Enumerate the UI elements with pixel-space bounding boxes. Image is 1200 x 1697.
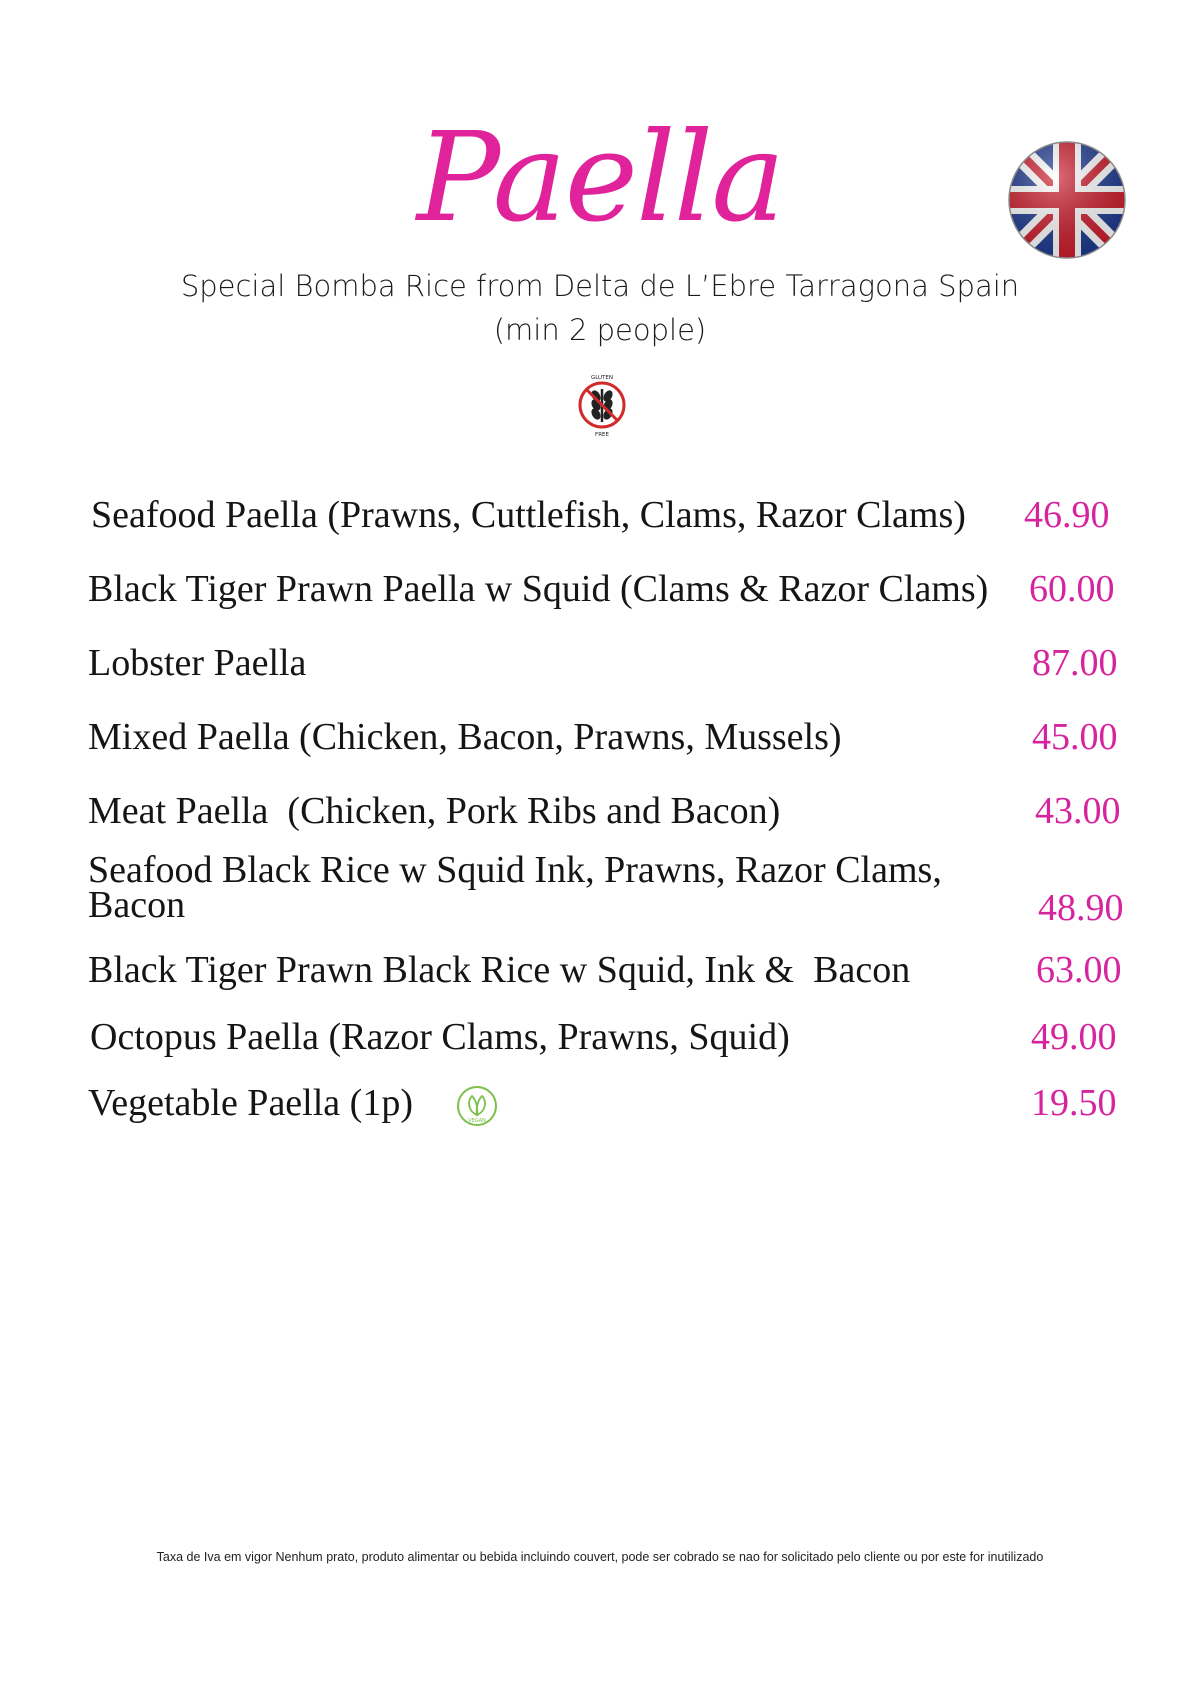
menu-item-price: 19.50	[1031, 1082, 1117, 1124]
menu-item	[0, 1081, 1200, 1141]
menu-item-price: 43.00	[1035, 790, 1121, 832]
menu-item	[0, 641, 1200, 701]
menu-item-name: Black Tiger Prawn Paella w Squid (Clams & Razor Clams)	[88, 568, 989, 610]
menu-item-price: 63.00	[1036, 949, 1122, 991]
menu-item-price: 45.00	[1032, 716, 1118, 758]
subtitle-min-people: (min 2 people)	[493, 313, 707, 347]
menu-item-name: Octopus Paella (Razor Clams, Prawns, Squid)	[90, 1016, 790, 1058]
menu-item-price: 48.90	[1038, 887, 1124, 929]
gluten-free-icon	[572, 372, 632, 438]
menu-item	[0, 1015, 1200, 1075]
menu-item-name: Meat Paella (Chicken, Pork Ribs and Bacon)	[88, 790, 781, 832]
menu-item-price: 60.00	[1029, 568, 1115, 610]
menu-item-name-line2: Bacon	[88, 884, 186, 926]
gluten-icon-top-text: GLUTEN	[590, 375, 614, 381]
menu-item-name: Black Tiger Prawn Black Rice w Squid, Ink & Bacon	[88, 949, 911, 991]
menu-item-name-line1: Seafood Black Rice w Squid Ink, Prawns, Razor Clams,	[88, 849, 942, 891]
menu-item-name: Mixed Paella (Chicken, Bacon, Prawns, Mussels)	[88, 716, 842, 758]
vegan-leaf-icon	[456, 1085, 498, 1127]
menu-item-name: Vegetable Paella (1p)	[88, 1082, 413, 1124]
menu-item-name: Seafood Paella (Prawns, Cuttlefish, Clams, Razor Clams)	[91, 494, 966, 536]
vegan-icon-text: VEGAN	[468, 1118, 486, 1124]
menu-item	[0, 849, 1200, 952]
menu-item-name: Lobster Paella	[88, 642, 307, 684]
menu-item-price: 87.00	[1032, 642, 1118, 684]
menu-item-price: 46.90	[1024, 494, 1110, 536]
menu-item	[0, 567, 1200, 627]
union-jack-flag-icon	[1007, 140, 1127, 260]
gluten-icon-bottom-text: FREE	[595, 432, 609, 438]
menu-item	[0, 948, 1200, 1008]
menu-item	[0, 493, 1200, 553]
subtitle-rice-origin: Special Bomba Rice from Delta de L’Ebre Tarragona Spain	[180, 269, 1020, 303]
menu-item	[0, 789, 1200, 849]
footer-tax-note: Taxa de Iva em vigor Nenhum prato, produto alimentar ou bebida incluindo couvert, pode ser cobrado se nao for solicitado pelo cliente ou por este for inutilizado	[156, 1550, 1044, 1564]
menu-item-price: 49.00	[1031, 1016, 1117, 1058]
page-title: Paella	[416, 106, 784, 250]
menu-item	[0, 715, 1200, 775]
